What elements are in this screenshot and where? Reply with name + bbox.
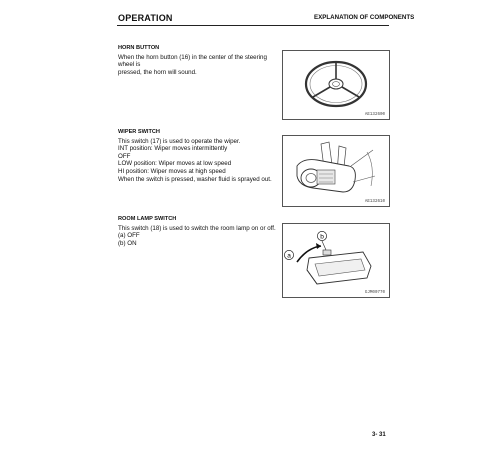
room-lamp-line-3: (b) ON (118, 239, 137, 247)
wiper-switch-line-6: When the switch is pressed, washer fluid is sprayed out. (118, 175, 272, 183)
steering-wheel-illustration (283, 51, 389, 119)
room-lamp-illustration (283, 224, 389, 297)
wiper-switch-line-3: OFF (118, 152, 131, 160)
room-lamp-figure (282, 223, 390, 298)
wiper-switch-illustration (283, 136, 389, 206)
header-chapter-title: EXPLANATION OF COMPONENTS (314, 14, 415, 21)
horn-button-line-1: When the horn button (16) in the center of the steering wheel is (118, 53, 267, 69)
room-lamp-line-1: This switch (18) is used to switch the room lamp on or off. (118, 224, 276, 232)
page-number: 3- 31 (372, 432, 386, 438)
wiper-switch-line-1: This switch (17) is used to operate the wiper. (118, 137, 241, 145)
wiper-switch-line-5: HI position: Wiper moves at high speed (118, 167, 226, 175)
callout-b: b (320, 233, 324, 241)
room-lamp-heading: ROOM LAMP SWITCH (118, 216, 177, 222)
wiper-figure-code: AE132610 (364, 200, 385, 204)
wiper-switch-line-2: INT position: Wiper moves intermittently (118, 145, 228, 153)
wiper-switch-line-4: LOW position: Wiper moves at low speed (118, 160, 232, 168)
wiper-switch-heading: WIPER SWITCH (118, 129, 160, 135)
horn-button-heading: HORN BUTTON (118, 45, 160, 51)
horn-figure-code: AE132600 (364, 113, 385, 117)
room-lamp-figure-code: GJM00770 (364, 291, 385, 295)
wiper-switch-figure (282, 135, 390, 207)
callout-a: a (287, 252, 291, 260)
room-lamp-section (118, 216, 278, 247)
wiper-switch-section (118, 129, 278, 183)
room-lamp-line-2: (a) OFF (118, 232, 140, 240)
horn-button-figure (282, 50, 390, 120)
horn-button-section (118, 45, 278, 76)
header-section-title: OPERATION (118, 13, 173, 23)
header-rule (117, 25, 389, 26)
horn-button-line-2: pressed, the horn will sound. (118, 68, 197, 76)
